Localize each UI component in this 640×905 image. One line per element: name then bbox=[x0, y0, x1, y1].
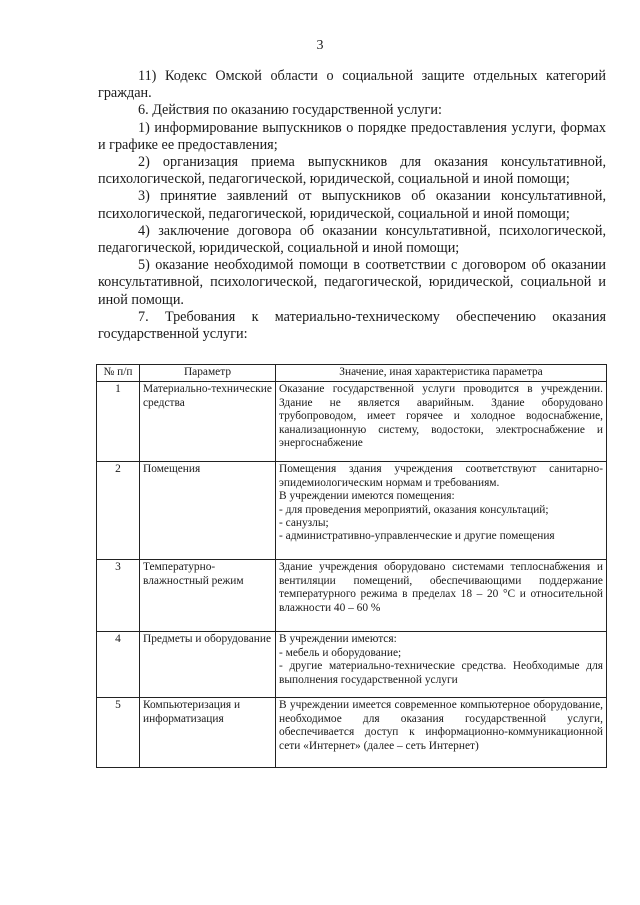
value-line: - мебель и оборудование; bbox=[279, 646, 402, 659]
paragraph-section-6: 6. Действия по оказанию государственной услуги: bbox=[138, 102, 442, 119]
table-row bbox=[97, 382, 607, 462]
paragraph-action-4: 4) заключение договора об оказании консультативной, психологической, педагогической, юридической, социальной и иной помощи; bbox=[98, 222, 606, 257]
paragraph-action-5: 5) оказание необходимой помощи в соответствии с договором об оказании консультативной, психологической, педагогической, юридической, социальной и иной помощи. bbox=[98, 257, 606, 308]
row-number: 1 bbox=[97, 382, 140, 462]
row-number: 4 bbox=[97, 632, 140, 698]
value-line: - для проведения мероприятий, оказания консультаций; bbox=[279, 503, 549, 516]
row-number: 3 bbox=[97, 560, 140, 632]
row-number: 2 bbox=[97, 462, 140, 560]
body-text bbox=[98, 68, 606, 343]
table-row bbox=[97, 560, 607, 632]
row-parameter: Температурно-влажностный режим bbox=[140, 560, 276, 632]
row-parameter: Материально-технические средства bbox=[140, 382, 276, 462]
row-value bbox=[276, 382, 607, 462]
row-parameter: Предметы и оборудование bbox=[140, 632, 276, 698]
row-parameter: Помещения bbox=[140, 462, 276, 560]
value-line: В учреждении имеется современное компьютерное оборудование, необходимое для оказания государственной услуги, обеспечивается доступ к информационно-коммуникационной сети «Интернет» (далее – сеть Интернет) bbox=[279, 699, 603, 752]
paragraph-section-7: 7. Требования к материально-техническому обеспечению оказания государственной услуги: bbox=[98, 308, 606, 343]
row-parameter: Компьютеризация и информатизация bbox=[140, 698, 276, 768]
table-row bbox=[97, 462, 607, 560]
header-number: № п/п bbox=[97, 365, 140, 382]
table-row bbox=[97, 698, 607, 768]
header-parameter: Параметр bbox=[140, 365, 276, 382]
row-value bbox=[276, 560, 607, 632]
row-value bbox=[276, 462, 607, 560]
requirements-table bbox=[96, 364, 607, 768]
value-line: В учреждении имеются помещения: bbox=[279, 490, 455, 503]
row-number: 5 bbox=[97, 698, 140, 768]
page-number: 3 bbox=[316, 38, 324, 53]
paragraph-action-2: 2) организация приема выпускников для оказания консультативной, психологической, педагогической, юридической, социальной и иной помощи; bbox=[98, 154, 606, 188]
header-value: Значение, иная характеристика параметра bbox=[276, 365, 607, 382]
row-value bbox=[276, 698, 607, 768]
paragraph-action-3: 3) принятие заявлений от выпускников об оказании консультативной, психологической, педагогической, юридической, социальной и иной помощи; bbox=[98, 188, 606, 222]
value-line: Оказание государственной услуги проводится в учреждении. Здание не является аварийным. Здание оборудовано трубопроводом, имеет горячее и холодное водоснабжение, канализационную систему, водостоки, электроснабжение и энергоснабжение bbox=[279, 383, 603, 450]
value-line: В учреждении имеются: bbox=[279, 633, 397, 646]
value-line: Помещения здания учреждения соответствуют санитарно-эпидемиологическим нормам и требованиям. bbox=[279, 463, 603, 489]
value-line: Здание учреждения оборудовано системами теплоснабжения и вентиляции помещений, обеспечивающими поддержание температурного режима в пределах 18 – 20 °С и относительной влажности 40 – 60 % bbox=[279, 561, 603, 614]
value-line: - санузлы; bbox=[279, 517, 329, 530]
value-line: - административно-управленческие и другие помещения bbox=[279, 530, 555, 543]
paragraph-item-11: 11) Кодекс Омской области о социальной защите отдельных категорий граждан. bbox=[98, 68, 606, 102]
table-header-row bbox=[97, 365, 607, 382]
paragraph-action-1: 1) информирование выпускников о порядке предоставления услуги, формах и графике ее предоставления; bbox=[98, 119, 606, 153]
table-row bbox=[97, 632, 607, 698]
row-value bbox=[276, 632, 607, 698]
value-line: - другие материально-технические средства. Необходимые для выполнения государственной услуги bbox=[279, 660, 603, 686]
